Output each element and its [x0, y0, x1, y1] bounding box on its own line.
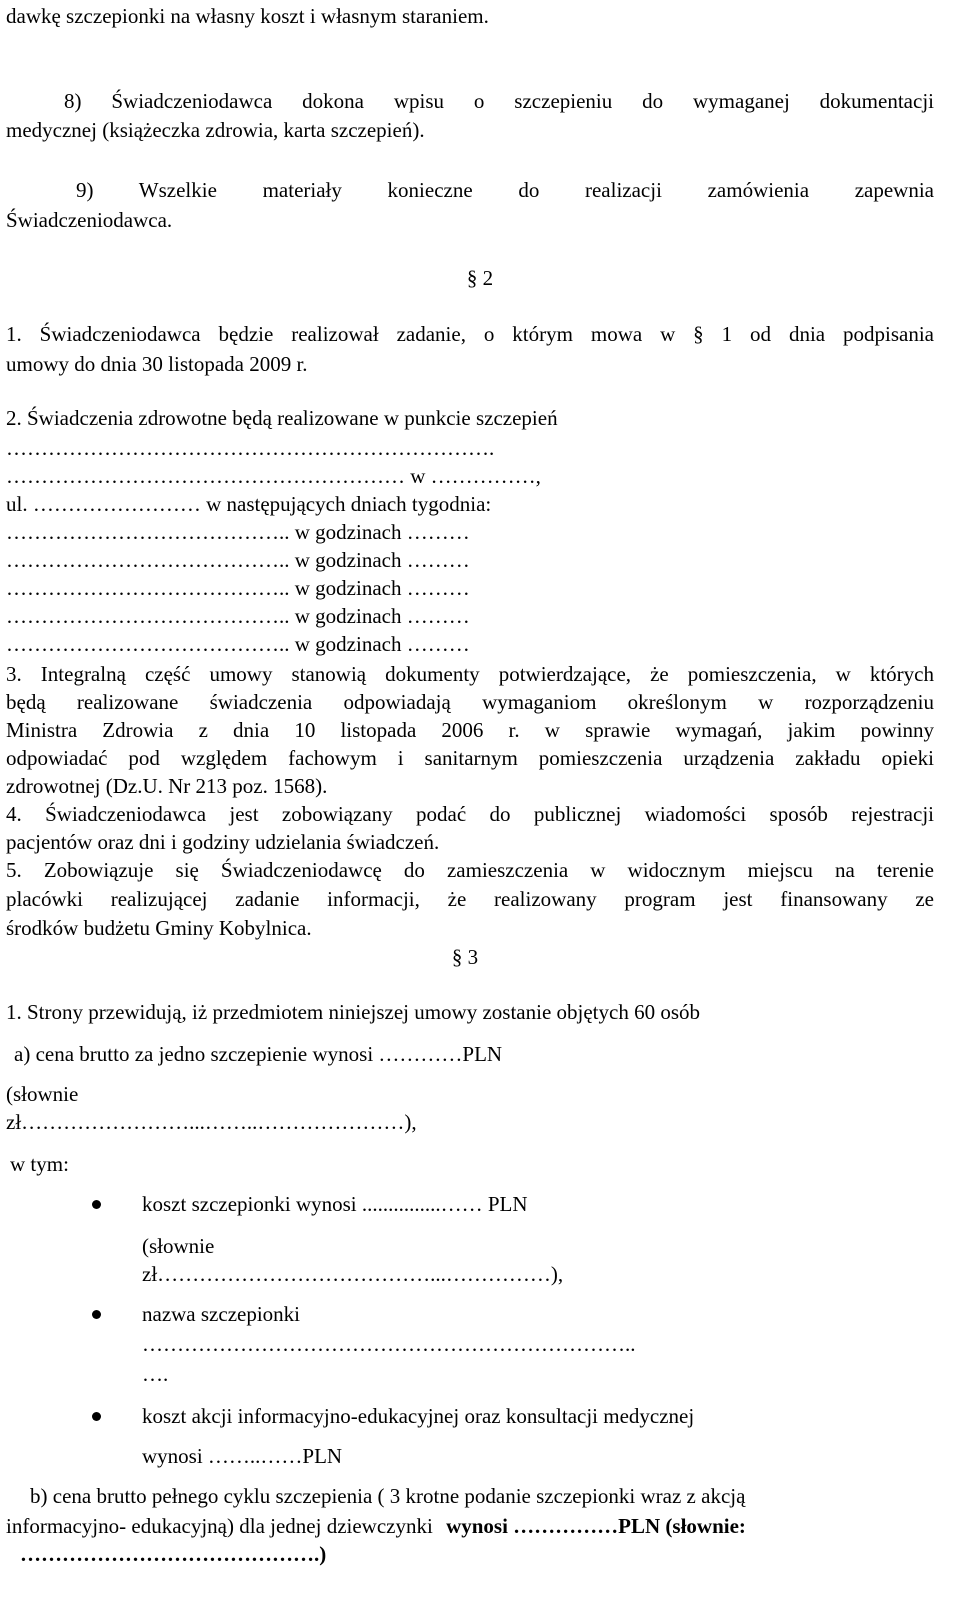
- location-blank-line: …………………………………………………………….: [6, 436, 495, 460]
- clause-2-3-line-5: zdrowotnej (Dz.U. Nr 213 poz. 1568).: [6, 774, 328, 798]
- full-cycle-price-line-1: b) cena brutto pełnego cyklu szczepienia ( 3 krotne podanie szczepionki wraz z akcją: [30, 1484, 746, 1508]
- full-cycle-words-blank: …………………………………….): [20, 1542, 327, 1566]
- vaccine-cost-line: koszt szczepionki wynosi ...............…… PLN: [142, 1192, 528, 1216]
- full-cycle-price-line-2: [6, 1514, 934, 1538]
- clause-2-3-line-3: Ministra Zdrowia z dnia 10 listopada 2006 r. w sprawie wymagań, jakim powinny: [6, 718, 934, 742]
- full-cycle-price-bold: wynosi ……………PLN (słownie:: [446, 1514, 746, 1538]
- clause-3-1-line: 1. Strony przewidują, iż przedmiotem niniejszej umowy zostanie objętych 60 osób: [6, 1000, 701, 1024]
- vaccine-name-blank: ….: [142, 1362, 169, 1386]
- schedule-line: ………………………………….. w godzinach ………: [6, 604, 470, 628]
- clause-2-3-line-4: odpowiadać pod względem fachowym i sanitarnym pomieszczenia urządzenia zakładu opieki: [6, 746, 934, 770]
- vaccine-cost-words-label: (słownie: [142, 1234, 215, 1258]
- clause-2-3-line-1: 3. Integralną część umowy stanowią dokumenty potwierdzające, że pomieszczenia, w których: [6, 662, 934, 686]
- bullet-icon: [92, 1200, 101, 1209]
- schedule-line: ………………………………….. w godzinach ………: [6, 548, 470, 572]
- info-action-cost-line-1: koszt akcji informacyjno-edukacyjnej oraz konsultacji medycznej: [142, 1404, 695, 1428]
- including-label: w tym:: [10, 1152, 69, 1176]
- bullet-icon: [92, 1412, 101, 1421]
- paragraph-8-line-1: 8) Świadczeniodawca dokona wpisu o szczepieniu do wymaganej dokumentacji: [64, 89, 934, 113]
- section-heading-2: § 2: [466, 266, 494, 290]
- section-heading-3: § 3: [451, 945, 479, 969]
- paragraph-9-line-2: Świadczeniodawca.: [6, 208, 173, 232]
- clause-2-1-line-1: 1. Świadczeniodawca będzie realizował zadanie, o którym mowa w § 1 od dnia podpisania: [6, 322, 934, 346]
- street-blank-line: ul. …………………… w następujących dniach tygodnia:: [6, 492, 492, 516]
- clause-2-2-line-1: 2. Świadczenia zdrowotne będą realizowane w punkcie szczepień: [6, 406, 558, 430]
- schedule-line: ………………………………….. w godzinach ………: [6, 632, 470, 656]
- full-cycle-text: informacyjno- edukacyjną) dla jednej dziewczynki: [6, 1514, 433, 1538]
- clause-2-1-line-2: umowy do dnia 30 listopada 2009 r.: [6, 352, 308, 376]
- clause-2-4-line-2: pacjentów oraz dni i godziny udzielania świadczeń.: [6, 830, 440, 854]
- vaccine-name-label: nazwa szczepionki: [142, 1302, 301, 1326]
- clause-2-3-line-2: będą realizowane świadczenia odpowiadają wymaganiom określonym w rozporządzeniu: [6, 690, 934, 714]
- price-per-dose-line: a) cena brutto za jedno szczepienie wynosi …………PLN: [14, 1042, 503, 1066]
- vaccine-cost-words-blank: zł…………………………………...……………),: [142, 1262, 564, 1286]
- words-label: (słownie: [6, 1082, 79, 1106]
- schedule-line: ………………………………….. w godzinach ………: [6, 576, 470, 600]
- clause-2-5-line-2: placówki realizującej zadanie informacji, że realizowany program jest finansowany ze: [6, 887, 934, 911]
- paragraph-8-line-2: medycznej (książeczka zdrowia, karta szczepień).: [6, 118, 425, 142]
- info-action-cost-line-2: wynosi ……..……PLN: [142, 1444, 343, 1468]
- paragraph-9-line-1: 9) Wszelkie materiały konieczne do realizacji zamówienia zapewnia: [76, 178, 934, 202]
- city-blank-line: ………………………………………………… w ……………,: [6, 464, 541, 488]
- text-line: dawkę szczepionki na własny koszt i własnym staraniem.: [6, 4, 489, 28]
- vaccine-name-blank: ……………………………………………………………..: [142, 1332, 636, 1356]
- clause-2-4-line-1: 4. Świadczeniodawca jest zobowiązany podać do publicznej wiadomości sposób rejestracji: [6, 802, 934, 826]
- clause-2-5-line-1: 5. Zobowiązuje się Świadczeniodawcę do zamieszczenia w widocznym miejscu na terenie: [6, 858, 934, 882]
- bullet-icon: [92, 1310, 101, 1319]
- clause-2-5-line-3: środków budżetu Gminy Kobylnica.: [6, 916, 312, 940]
- schedule-line: ………………………………….. w godzinach ………: [6, 520, 470, 544]
- words-blank-line: zł……………………...……..…………………),: [6, 1110, 417, 1134]
